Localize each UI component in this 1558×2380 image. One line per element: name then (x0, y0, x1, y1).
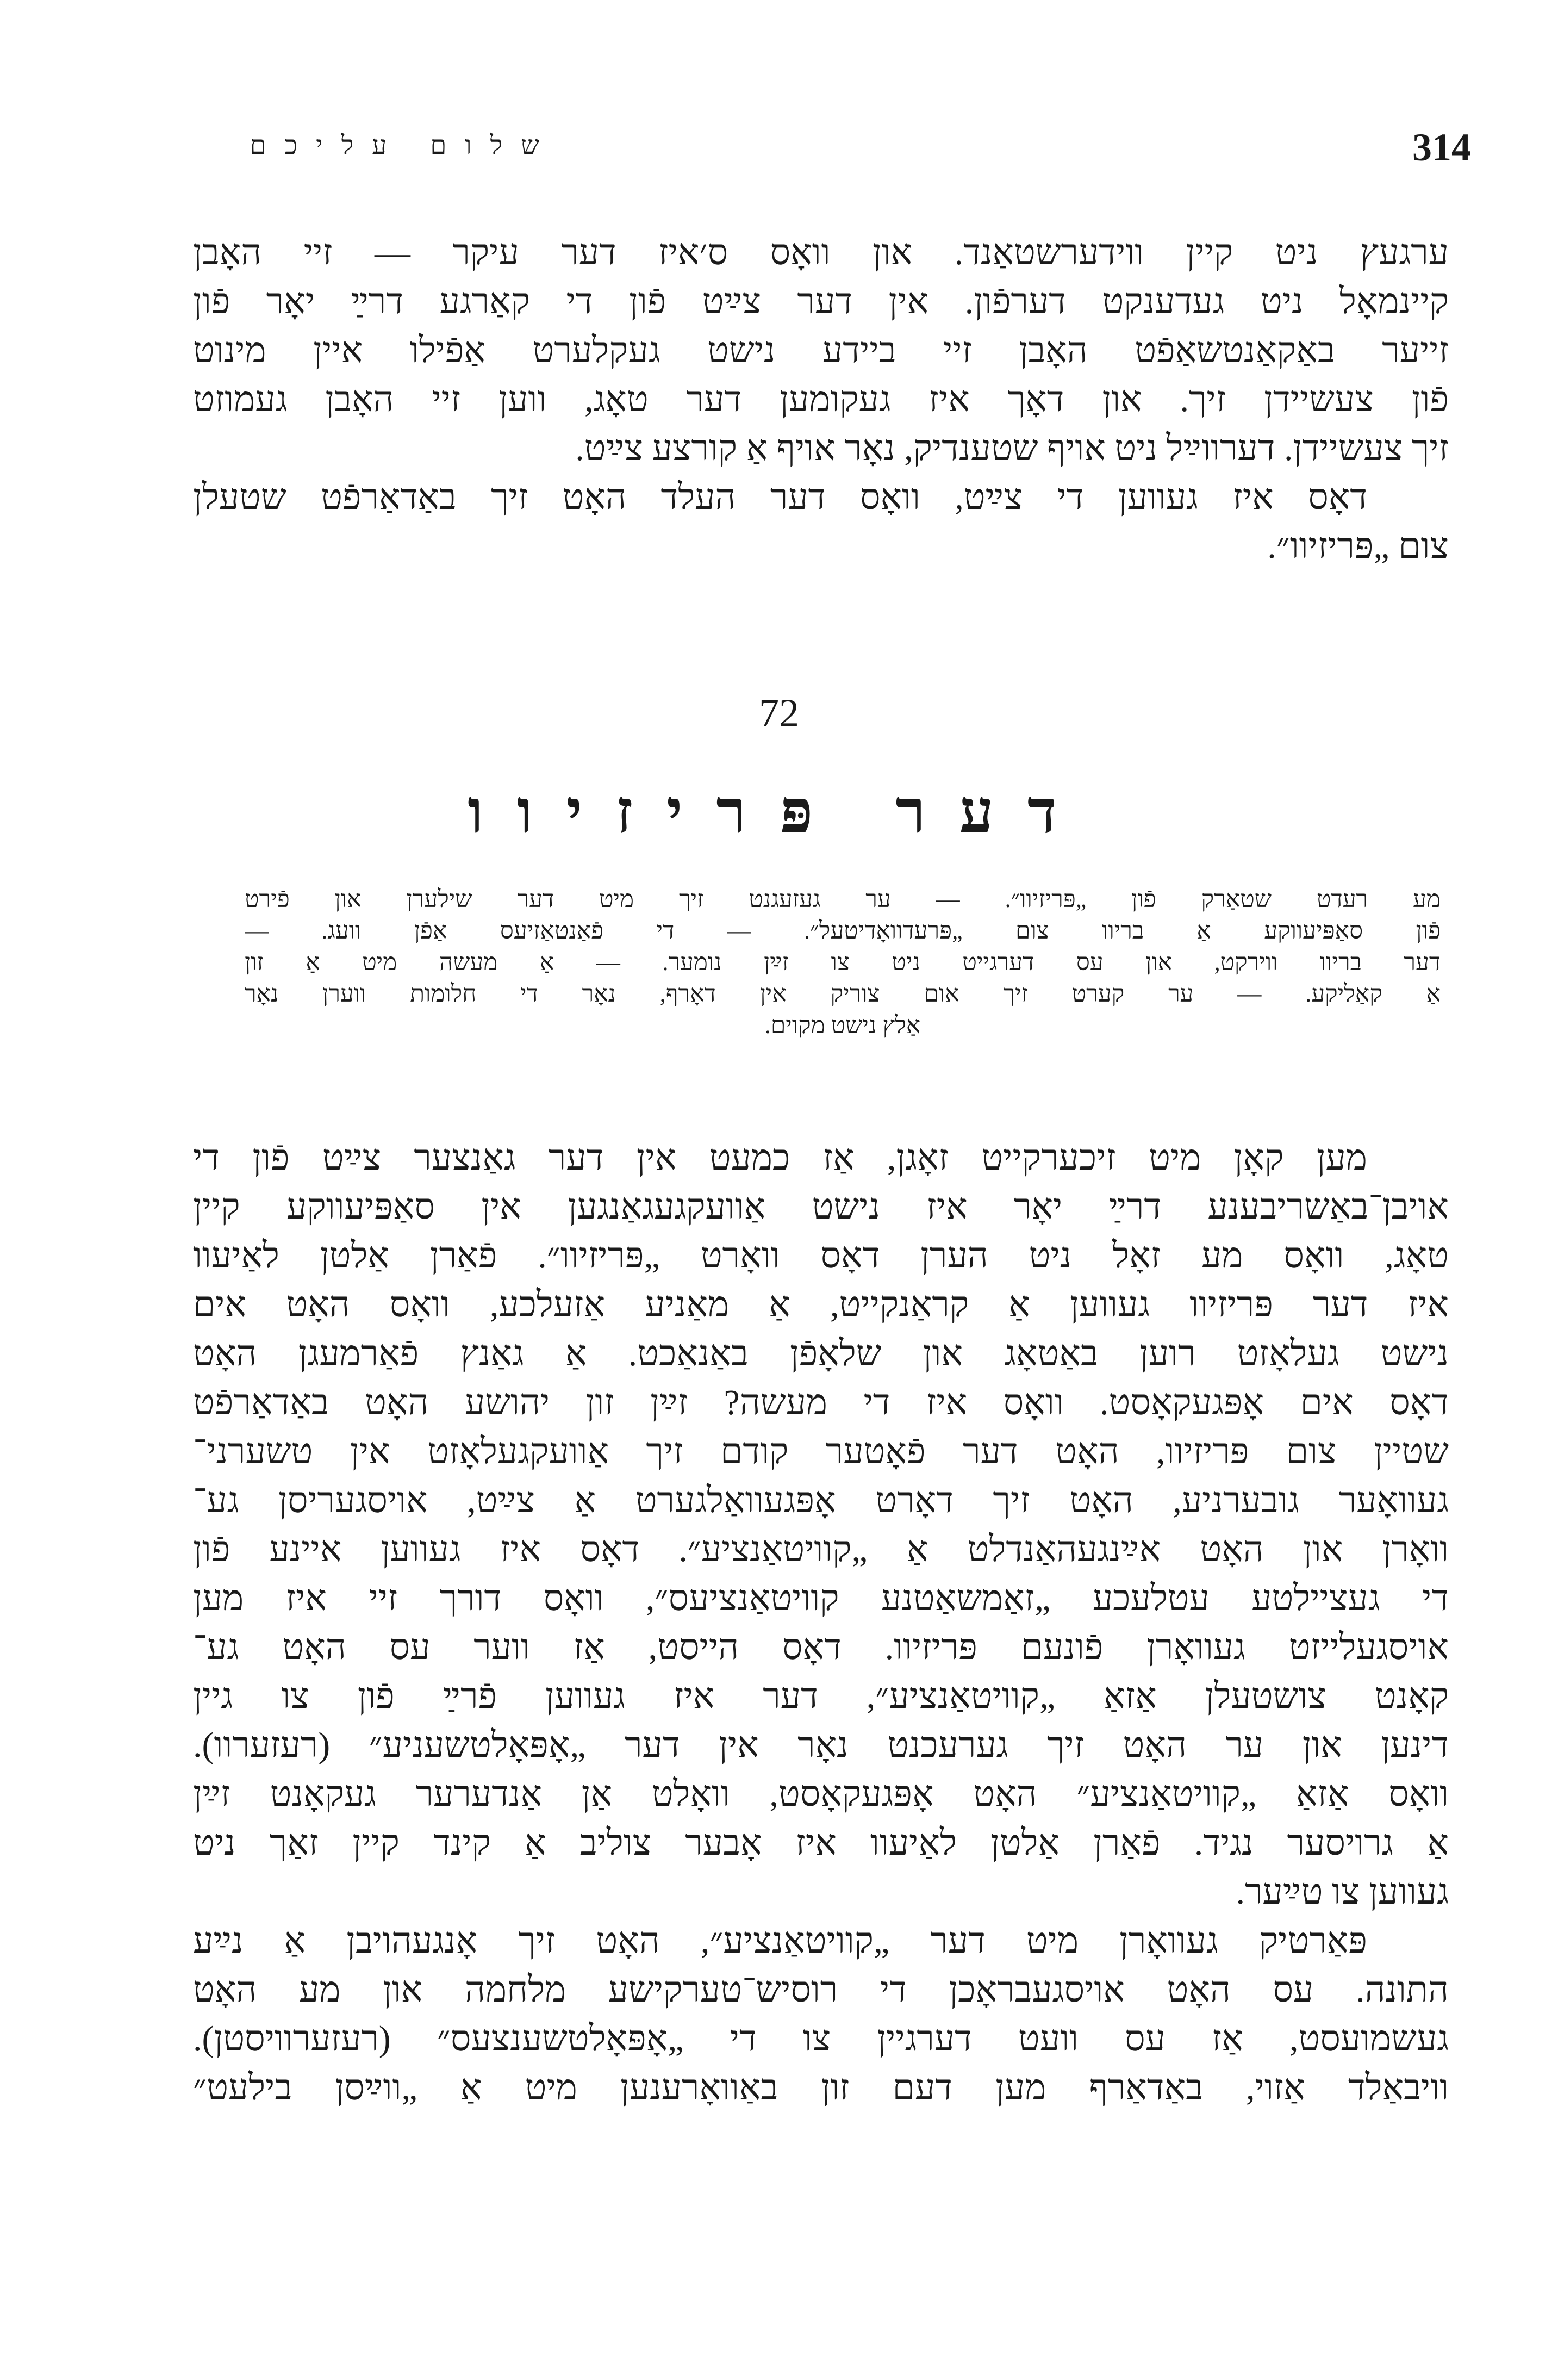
text-line: שטיין צום פּריזיוו, האָט דער פֿאָטער קודם זיך אַוועקגעלאָזט אין טשערני־ (193, 1432, 1449, 1471)
text-line: די געציילטע עטלעכע „זאַמשאַטנע קוויטאַנציעס״, וואָס דורך זיי איז מען (193, 1579, 1449, 1618)
summary-line: אַלץ נישט מקוים. (764, 1012, 921, 1039)
paragraph (193, 473, 1449, 571)
main-text-block (193, 1134, 1449, 2112)
text-line: איז דער פּריזיוו געווען אַ קראַנקייט, אַ מאַניע אַזעלכע, וואָס האָט אים (193, 1285, 1449, 1325)
text-line: התונה. עס האָט אויסגעבראָכן די רוסיש־טערקישע מלחמה און מע האָט (193, 1970, 1449, 2010)
top-text-block (193, 228, 1449, 571)
summary-line: מע רעדט שטאַרק פֿון „פּריזיוו״. — ער געזעגנט זיך מיט דער שילערן און פֿירט (245, 886, 1441, 912)
paragraph (193, 1917, 1449, 2112)
text-line: דאָס איז געווען די צײַט, וואָס דער העלד האָט זיך באַדאַרפֿט שטעלן (193, 477, 1367, 517)
text-line: מען קאָן מיט זיכערקייט זאָגן, אַז כמעט אין דער גאַנצער צײַט פֿון די (193, 1138, 1367, 1178)
summary-line: פֿון סאַפּיעווקע אַ בריוו צום „פּרעדוואָדיטעל״. — די פֿאַנטאַזיעס אַפֿן וועג. — (245, 917, 1441, 944)
text-line: טאָג, וואָס מע זאָל ניט הערן דאָס וואָרט „פּריזיוו״. פֿאַרן אַלטן לאַיעוו (193, 1236, 1449, 1276)
text-line: וואָרן און האָט אײַנגעהאַנדלט אַ „קוויטאַנציע״. דאָס איז געווען איינע פֿון (193, 1530, 1449, 1569)
chapter-number: 72 (759, 691, 799, 736)
text-line: דאָס אים אָפּגעקאָסט. וואָס איז די מעשה? זײַן זון יהושע האָט באַדאַרפֿט (193, 1383, 1449, 1422)
text-line: זייער באַקאַנטשאַפֿט האָבן זיי ביידע נישט געקלערט אַפֿילו איין מינוט (193, 331, 1449, 370)
paragraph (193, 1134, 1449, 1917)
text-line: געשמועסט, אַז עס וועט דערגיין צו די „אָפּאָלטשענצעס״ (רעזערוויסטן). (193, 2019, 1449, 2059)
text-line: צום „פּריזיוו״. (1267, 526, 1449, 566)
page-number: 314 (1412, 126, 1471, 169)
paragraph (193, 228, 1449, 473)
text-line: פּאַרטיק געוואָרן מיט דער „קוויטאַנציע״, האָט זיך אָנגעהויבן אַ נײַע (193, 1921, 1367, 1961)
text-line: קאָנט צושטעלן אַזאַ „קוויטאַנציע״, דער איז געווען פֿרײַ פֿון צו גיין (193, 1676, 1449, 1716)
text-line: אַ גרויסער נגיד. פֿאַרן אַלטן לאַיעוו איז אָבער צוליב אַ קינד קיין זאַך ניט (193, 1823, 1449, 1863)
summary-line: דער בריוו ווירקט, און עס דערגייט ניט צו זײַן נומער. — אַ מעשה מיט אַ זון (245, 949, 1441, 975)
text-line: זיך צעשיידן. דערווײַל ניט אויף שטענדיק, נאָר אויף אַ קורצע צײַט. (575, 428, 1449, 468)
text-line: ערגעץ ניט קיין ווידערשטאַנד. און וואָס ס׳איז דער עיקר — זיי האָבן (193, 233, 1449, 272)
text-line: געוואָער גובערניע, האָט זיך דאָרט אָפּגעוואַלגערט אַ צײַט, אויסגעריסן גע־ (193, 1481, 1449, 1520)
text-line: געווען צו טײַער. (1236, 1872, 1449, 1912)
running-title: שלום עליכם (250, 131, 558, 160)
text-line: נישט געלאָזט רוען באַטאָג און שלאָפֿן באַנאַכט. אַ גאַנץ פֿאַרמעגן האָט (193, 1334, 1449, 1374)
text-line: וויבאַלד אַזוי, באַדאַרף מען דעם זון באַוואָרענען מיט אַ „ווײַסן בילעט״ (193, 2068, 1449, 2108)
text-line: דינען און ער האָט זיך גערעכנט נאָר אין דער „אָפּאָלטשעניע״ (רעזערוו). (193, 1725, 1449, 1765)
running-head (196, 125, 1471, 174)
chapter-title: דער פּריזיוו (468, 779, 1090, 846)
text-line: וואָס אַזאַ „קוויטאַנציע״ האָט אָפּגעקאָסט, וואָלט אַן אַנדערער געקאָנט זײַן (193, 1774, 1449, 1814)
chapter-summary (245, 884, 1441, 1041)
text-line: קיינמאָל ניט געדענקט דערפֿון. אין דער צײַט פֿון די קאַרגע דרײַ יאָר פֿון (193, 282, 1449, 321)
summary-line: אַ קאַליקע. — ער קערט זיך אום צוריק אין דאָרף, נאָר די חלומות ווערן נאָר (245, 980, 1441, 1007)
text-line: אויבן־באַשריבענע דרײַ יאָר איז נישט אַוועקגעגאַנגען אין סאַפּיעווקע קיין (193, 1187, 1449, 1227)
text-line: אויסגעלייזט געוואָרן פֿונעם פּריזיוו. דאָס הייסט, אַז ווער עס האָט גע־ (193, 1627, 1449, 1667)
text-line: פֿון צעשיידן זיך. און דאָך איז געקומען דער טאָג, ווען זיי האָבן געמוזט (193, 380, 1449, 419)
